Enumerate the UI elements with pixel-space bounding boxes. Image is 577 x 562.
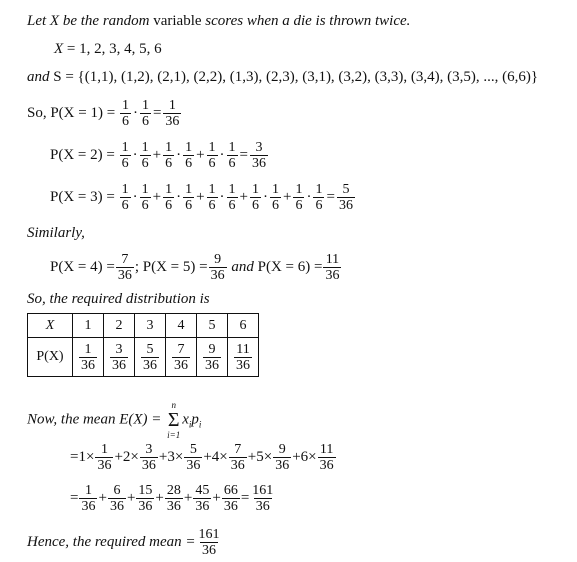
intro-mid: variable	[149, 13, 206, 29]
p456-line: P(X = 4) = $\frac{7}{36}$ ; P(X = 5) = $\frac{9}{36}$ and P(X = 6) = $\frac{11}{36}$	[50, 252, 340, 283]
final-mean: $\frac{161}{36}$	[198, 527, 220, 558]
table-cell: 6	[228, 314, 259, 338]
distribution-intro: So, the required distribution is	[27, 291, 210, 307]
table-row-px	[28, 338, 259, 377]
p4-frac: $\frac{7}{36}$	[117, 252, 132, 283]
table-header-px: P(X)	[28, 338, 73, 377]
p1-frac-b: $\frac{1}{6}$	[141, 98, 149, 129]
p1-frac-a: $\frac{1}{6}$	[121, 98, 129, 129]
table-cell: 3	[135, 314, 166, 338]
table-header-x: X	[28, 314, 73, 338]
mean-sum: = $\frac{1}{36}$ + $\frac{6}{36}$ + $\frac{15}{36}$ + $\frac{28}{36}$ + $\frac{45}{36}$ + $\frac{66}{36}$ = $\frac{161}{36}$	[70, 483, 274, 514]
p3-result: $\frac{5}{36}$	[338, 182, 353, 213]
distribution-table	[27, 313, 259, 377]
p3-line: P(X = 3) = $\frac{1}{6}$ · $\frac{1}{6}$ + $\frac{1}{6}$ · $\frac{1}{6}$ + $\frac{1}{6}$ · $\frac{1}{6}$ + $\frac{1}{6}$ · $\frac{1}{6}$ + $\frac{1}{6}$ · $\frac{1}{6}$ = $\frac{5}{36}$	[50, 182, 353, 213]
p5-lead: P(X = 5) =	[142, 258, 208, 275]
table-cell: $\frac{5}{36}$	[135, 338, 166, 377]
and-text: and	[231, 258, 254, 275]
table-cell: $\frac{3}{36}$	[104, 338, 135, 377]
table-cell: $\frac{7}{36}$	[166, 338, 197, 377]
p1-line: So, P(X = 1) = $\frac{1}{6}$ · $\frac{1}{6}$ = $\frac{1}{36}$	[27, 98, 180, 129]
mean-result-frac: $\frac{161}{36}$	[252, 483, 274, 514]
x-values: X = 1, 2, 3, 4, 5, 6	[54, 41, 162, 57]
table-cell: 2	[104, 314, 135, 338]
summation-symbol: n Σ i=1	[167, 400, 181, 440]
table-cell: 4	[166, 314, 197, 338]
p4-lead: P(X = 4) =	[50, 258, 115, 275]
p2-line: P(X = 2) = $\frac{1}{6}$ · $\frac{1}{6}$ + $\frac{1}{6}$ · $\frac{1}{6}$ + $\frac{1}{6}$ · $\frac{1}{6}$ = $\frac{3}{36}$	[50, 140, 266, 171]
hence-lead: Hence, the required mean =	[27, 533, 196, 550]
table-cell: 1	[73, 314, 104, 338]
intro-pre: Let X be the random	[27, 13, 150, 29]
intro-post: scores when a die is thrown twice.	[205, 13, 411, 29]
mean-expansion: =1× $\frac{1}{36}$ +2× $\frac{3}{36}$ +3× $\frac{5}{36}$ +4× $\frac{7}{36}$ +5× $\frac{9}{36}$ +6× $\frac{11}{36}$	[70, 442, 334, 473]
p1-lead: So, P(X = 1) =	[27, 104, 116, 121]
similarly-text: Similarly,	[27, 225, 85, 241]
table-cell: $\frac{9}{36}$	[197, 338, 228, 377]
p5-frac: $\frac{9}{36}$	[210, 252, 225, 283]
p6-lead: P(X = 6) =	[257, 258, 323, 275]
table-cell: $\frac{11}{36}$	[228, 338, 259, 377]
table-row-x	[28, 314, 259, 338]
mean-definition: Now, the mean E(X) = n Σ i=1 $x_ip_i$	[27, 400, 202, 440]
mean-lead: Now, the mean E(X) =	[27, 411, 162, 428]
sample-space-lead: and	[27, 69, 54, 85]
hence-line	[27, 527, 223, 558]
p2-result: $\frac{3}{36}$	[252, 140, 266, 171]
p6-frac: $\frac{11}{36}$	[325, 252, 340, 283]
table-cell: 5	[197, 314, 228, 338]
intro-text	[27, 12, 410, 30]
sample-space-eq: S = {(1,1), (1,2), (2,1), (2,2), (1,3), (2,3), (3,1), (3,2), (3,3), (3,4), (3,5), ..., (6,6)}	[53, 69, 539, 85]
p2-lead: P(X = 2) =	[50, 146, 115, 163]
sample-space	[27, 68, 538, 86]
p1-result: $\frac{1}{36}$	[165, 98, 180, 129]
table-cell: $\frac{1}{36}$	[73, 338, 104, 377]
p3-lead: P(X = 3) =	[50, 188, 115, 205]
